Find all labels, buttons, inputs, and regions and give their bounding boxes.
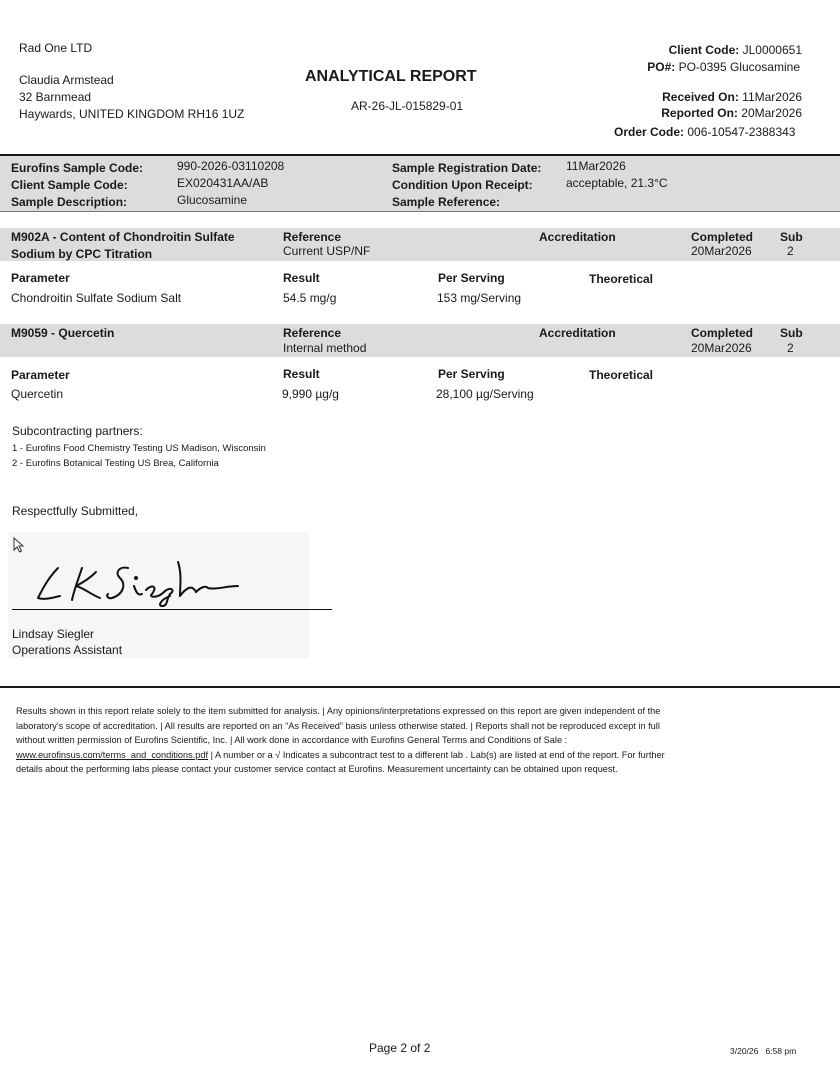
test-2-completed: 20Mar2026 bbox=[691, 341, 752, 355]
po-line bbox=[647, 60, 800, 74]
test-1-name-line1: M902A - Content of Chondroitin Sulfate bbox=[11, 230, 235, 244]
test-1-col-per-serving: Per Serving bbox=[438, 271, 505, 285]
disclaimer-line-3: without written permission of Eurofins Scientific, Inc. | All work done in accordance with Eurofins General Terms and Conditions of Sale : bbox=[16, 735, 568, 746]
test-1-col-parameter: Parameter bbox=[11, 271, 70, 285]
condition-upon-receipt-label: Condition Upon Receipt: bbox=[392, 178, 533, 192]
signatory-title: Operations Assistant bbox=[12, 643, 123, 657]
test-1-sub: 2 bbox=[787, 244, 794, 258]
sample-description-label: Sample Description: bbox=[11, 195, 128, 209]
test-1-per-serving: 153 mg/Serving bbox=[437, 291, 522, 305]
po-label: PO#: bbox=[647, 60, 676, 74]
test-2-result: 9,990 µg/g bbox=[282, 387, 339, 401]
handwritten-signature-icon bbox=[30, 556, 250, 608]
received-line bbox=[662, 90, 802, 104]
eurofins-sample-code-label: Eurofins Sample Code: bbox=[11, 161, 144, 175]
client-code-label: Client Code: bbox=[668, 43, 740, 57]
client-address-line1: 32 Barnmead bbox=[19, 90, 92, 104]
client-address-line2: Haywards, UNITED KINGDOM RH16 1UZ bbox=[19, 107, 245, 121]
sample-description: Glucosamine bbox=[177, 193, 248, 207]
test-1-col-result: Result bbox=[283, 271, 320, 285]
received-label: Received On: bbox=[662, 90, 739, 104]
disclaimer-line-4-rest: | A number or a √ Indicates a subcontract test to a different lab . Lab(s) are listed at end of the report. For further bbox=[208, 749, 665, 760]
signature-line bbox=[12, 609, 332, 610]
disclaimer-line-5: details about the performing labs please contact your customer service contact at Eurofins. Measurement uncertainty can be obtained upon request. bbox=[16, 764, 618, 775]
order-code-label: Order Code: bbox=[614, 125, 685, 139]
client-contact: Claudia Armstead bbox=[19, 73, 114, 87]
test-2-sub-label: Sub bbox=[780, 326, 803, 340]
disclaimer-top-rule bbox=[0, 686, 840, 688]
test-2-col-theoretical: Theoretical bbox=[589, 368, 654, 382]
test-2-col-parameter: Parameter bbox=[11, 368, 70, 382]
signatory-name: Lindsay Siegler bbox=[12, 627, 95, 641]
test-1-result: 54.5 mg/g bbox=[283, 291, 337, 305]
client-sample-code: EX020431AA/AB bbox=[177, 176, 269, 190]
order-code-value: 006-10547-2388343 bbox=[687, 125, 796, 139]
disclaimer-line-2: laboratory's scope of accreditation. | All results are reported on an “As Received” basis unless otherwise stated. | Reports shall not be reproduced except in full bbox=[16, 720, 660, 731]
subcontract-heading: Subcontracting partners: bbox=[12, 424, 143, 438]
condition-upon-receipt: acceptable, 21.3°C bbox=[566, 176, 668, 190]
sample-reference-label: Sample Reference: bbox=[392, 195, 501, 209]
test-1-sub-label: Sub bbox=[780, 230, 803, 244]
po-value: PO-0395 Glucosamine bbox=[678, 60, 800, 74]
test-1-reference: Current USP/NF bbox=[283, 244, 371, 258]
report-number: AR-26-JL-015829-01 bbox=[351, 99, 464, 113]
eurofins-sample-code: 990-2026-03110208 bbox=[177, 159, 285, 173]
test-2-sub: 2 bbox=[787, 341, 794, 355]
test-2-per-serving: 28,100 µg/Serving bbox=[436, 387, 534, 401]
test-2-parameter: Quercetin bbox=[11, 387, 64, 401]
test-1-accreditation-label: Accreditation bbox=[539, 230, 616, 244]
print-timestamp: 3/20/26 6:58 pm bbox=[730, 1046, 797, 1056]
client-company: Rad One LTD bbox=[19, 41, 93, 55]
subcontract-partner-1: 1 - Eurofins Food Chemistry Testing US Madison, Wisconsin bbox=[12, 443, 266, 454]
closing-text: Respectfully Submitted, bbox=[12, 504, 139, 518]
disclaimer-text bbox=[16, 704, 826, 777]
order-code-line bbox=[614, 125, 795, 139]
disclaimer-line-1: Results shown in this report relate solely to the item submitted for analysis. | Any opinions/interpretations expressed on this report are given independent of the bbox=[16, 706, 661, 716]
test-1-completed-label: Completed bbox=[691, 230, 754, 244]
test-1-completed: 20Mar2026 bbox=[691, 244, 752, 258]
test-2-name-line1: M9059 - Quercetin bbox=[11, 326, 115, 340]
mouse-cursor-icon bbox=[13, 537, 25, 553]
received-value: 11Mar2026 bbox=[742, 90, 802, 104]
test-2-completed-label: Completed bbox=[691, 326, 754, 340]
test-1-col-theoretical: Theoretical bbox=[589, 272, 654, 286]
test-2-reference-label: Reference bbox=[283, 326, 342, 340]
terms-link[interactable]: www.eurofinsus.com/terms_and_conditions.pdf bbox=[16, 749, 209, 760]
reported-line bbox=[661, 106, 802, 120]
test-2-col-result: Result bbox=[283, 367, 320, 381]
disclaimer-line-4 bbox=[16, 748, 826, 763]
test-2-reference: Internal method bbox=[283, 341, 367, 355]
subcontract-partner-2: 2 - Eurofins Botanical Testing US Brea, California bbox=[12, 458, 219, 469]
reported-label: Reported On: bbox=[661, 106, 738, 120]
sample-band-bottom-rule bbox=[0, 211, 840, 212]
test-2-col-per-serving: Per Serving bbox=[438, 367, 505, 381]
test-2-accreditation-label: Accreditation bbox=[539, 326, 616, 340]
reported-value: 20Mar2026 bbox=[741, 106, 802, 120]
client-sample-code-label: Client Sample Code: bbox=[11, 178, 128, 192]
test-1-parameter: Chondroitin Sulfate Sodium Salt bbox=[11, 291, 182, 305]
sample-registration-date: 11Mar2026 bbox=[566, 159, 626, 173]
sample-registration-date-label: Sample Registration Date: bbox=[392, 161, 542, 175]
test-1-name-line2: Sodium by CPC Titration bbox=[11, 247, 153, 261]
client-code-value: JL0000651 bbox=[742, 43, 802, 57]
page-number: Page 2 of 2 bbox=[369, 1041, 431, 1055]
report-title: ANALYTICAL REPORT bbox=[305, 68, 477, 85]
test-1-reference-label: Reference bbox=[283, 230, 342, 244]
client-code-line bbox=[669, 43, 802, 57]
